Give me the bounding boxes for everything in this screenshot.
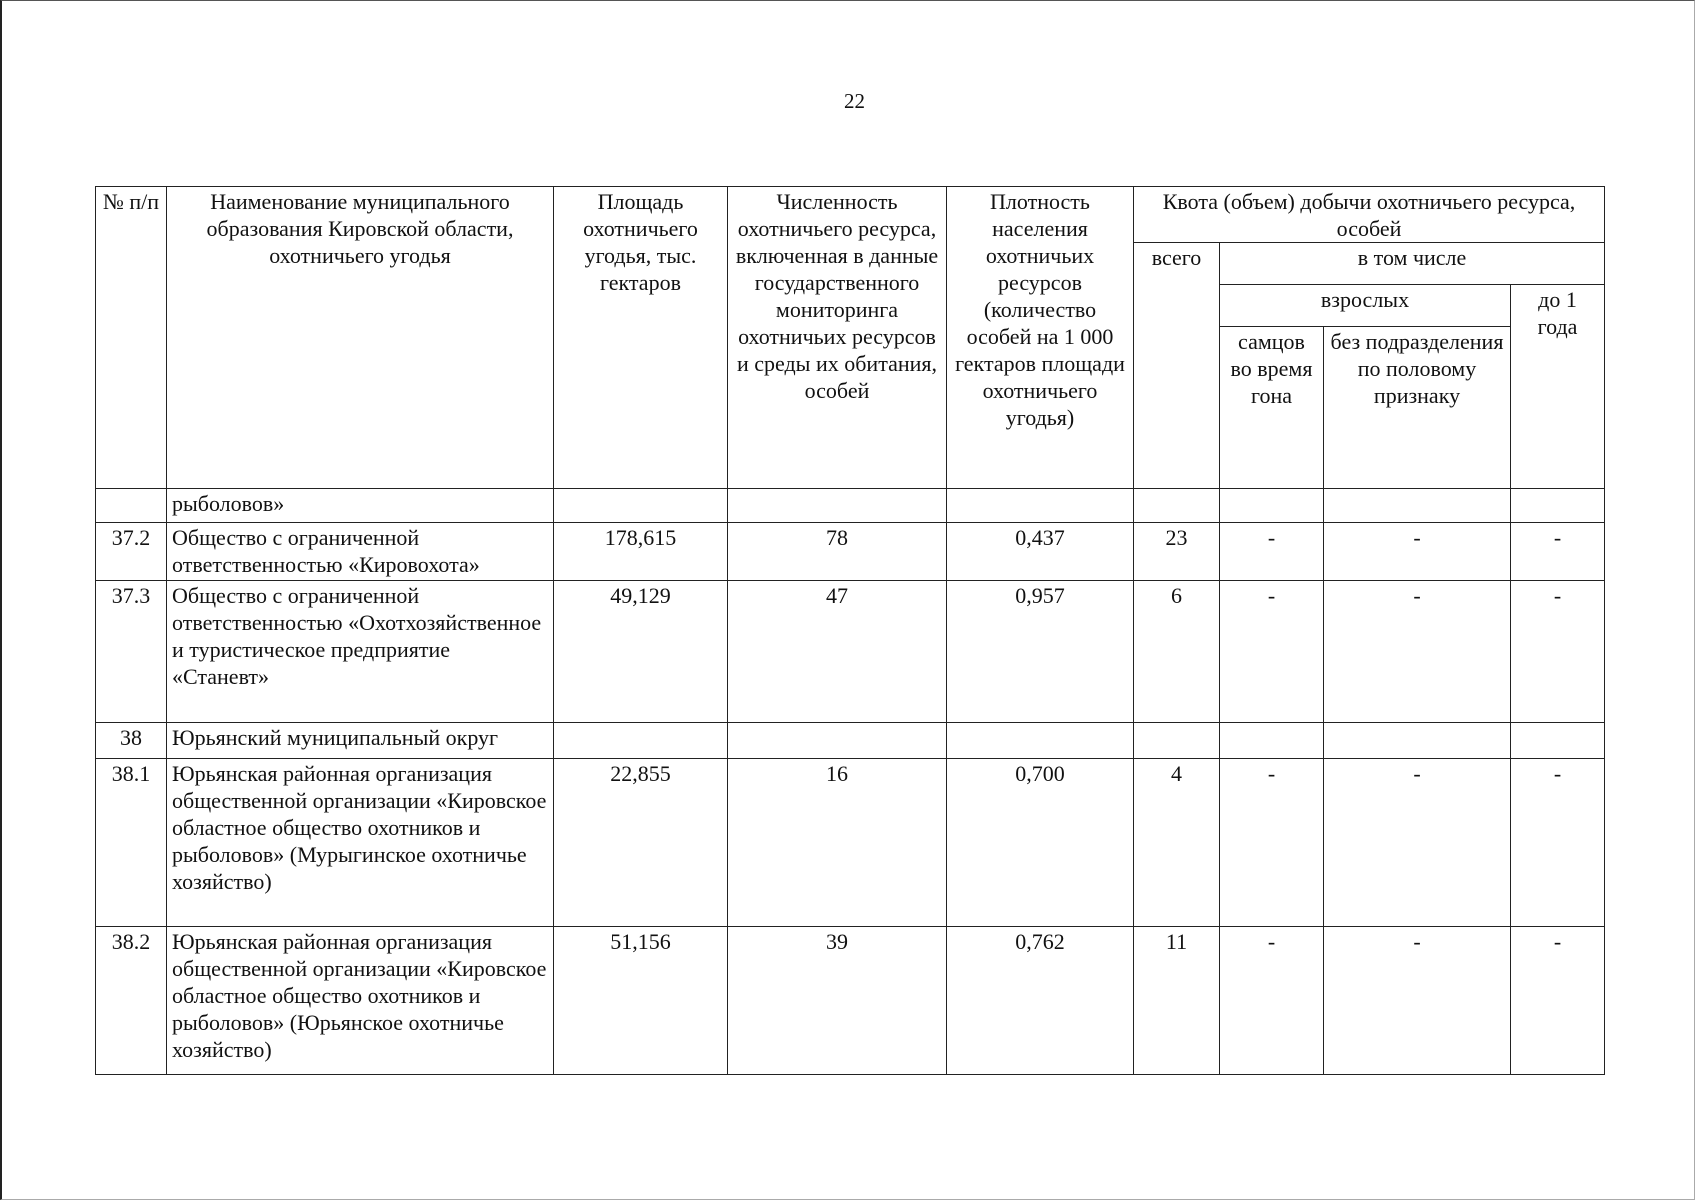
table-row <box>96 523 1605 581</box>
cell-num: 38 <box>96 723 167 759</box>
cell-nosex: - <box>1324 927 1511 1075</box>
header-total: всего <box>1134 243 1220 489</box>
cell-num: 37.3 <box>96 581 167 723</box>
cell-total <box>1134 723 1220 759</box>
cell-area <box>554 489 728 523</box>
cell-population: 16 <box>728 759 947 927</box>
header-area: Площадь охотничьего угодья, тыс. гектаров <box>554 187 728 489</box>
page-number: 22 <box>844 89 865 113</box>
cell-young: - <box>1511 581 1605 723</box>
cell-num: 38.1 <box>96 759 167 927</box>
table-row <box>96 581 1605 723</box>
cell-total: 6 <box>1134 581 1220 723</box>
cell-area: 51,156 <box>554 927 728 1075</box>
cell-population <box>728 489 947 523</box>
cell-young: - <box>1511 927 1605 1075</box>
cell-nosex <box>1324 723 1511 759</box>
header-under-year: до 1 года <box>1511 285 1605 489</box>
cell-males: - <box>1220 759 1324 927</box>
cell-nosex: - <box>1324 759 1511 927</box>
cell-density: 0,700 <box>947 759 1134 927</box>
header-density: Плотность населения охотничьих ресурсов (количество особей на 1 000 гектаров площади охотничьего угодья) <box>947 187 1134 489</box>
cell-num: 38.2 <box>96 927 167 1075</box>
cell-nosex <box>1324 489 1511 523</box>
header-no-sex: без подразделения по половому признаку <box>1324 327 1511 489</box>
cell-density: 0,437 <box>947 523 1134 581</box>
cell-name: Юрьянская районная организация общественной организации «Кировское областное общество охотников и рыболовов» (Юрьянское охотничье хозяйство) <box>167 927 554 1075</box>
cell-population <box>728 723 947 759</box>
header-num: № п/п <box>96 187 167 489</box>
cell-young: - <box>1511 759 1605 927</box>
cell-name: Юрьянская районная организация общественной организации «Кировское областное общество охотников и рыболовов» (Мурыгинское охотничье хозяйство) <box>167 759 554 927</box>
cell-males: - <box>1220 523 1324 581</box>
cell-name: Общество с ограниченной ответственностью «Охотхозяйственное и туристическое предприятие «Станевт» <box>167 581 554 723</box>
header-name: Наименование муниципального образования Кировской области, охотничьего угодья <box>167 187 554 489</box>
table-row <box>96 927 1605 1075</box>
quota-table <box>95 186 1605 1075</box>
header-adults: взрослых <box>1220 285 1511 327</box>
cell-area: 49,129 <box>554 581 728 723</box>
cell-total: 4 <box>1134 759 1220 927</box>
header-including: в том числе <box>1220 243 1605 285</box>
cell-density: 0,957 <box>947 581 1134 723</box>
cell-males: - <box>1220 927 1324 1075</box>
cell-young <box>1511 489 1605 523</box>
cell-num: 37.2 <box>96 523 167 581</box>
cell-males: - <box>1220 581 1324 723</box>
cell-density: 0,762 <box>947 927 1134 1075</box>
cell-name: рыболовов» <box>167 489 554 523</box>
cell-total: 23 <box>1134 523 1220 581</box>
cell-num <box>96 489 167 523</box>
cell-area <box>554 723 728 759</box>
cell-area: 178,615 <box>554 523 728 581</box>
header-population: Численность охотничьего ресурса, включенная в данные государственного мониторинга охотничьих ресурсов и среды их обитания, особей <box>728 187 947 489</box>
cell-area: 22,855 <box>554 759 728 927</box>
cell-population: 78 <box>728 523 947 581</box>
cell-total: 11 <box>1134 927 1220 1075</box>
cell-nosex: - <box>1324 581 1511 723</box>
cell-nosex: - <box>1324 523 1511 581</box>
cell-population: 39 <box>728 927 947 1075</box>
cell-total <box>1134 489 1220 523</box>
cell-name: Юрьянский муниципальный округ <box>167 723 554 759</box>
cell-density <box>947 723 1134 759</box>
cell-population: 47 <box>728 581 947 723</box>
cell-name: Общество с ограниченной ответственностью «Кировохота» <box>167 523 554 581</box>
cell-males <box>1220 489 1324 523</box>
cell-young <box>1511 723 1605 759</box>
header-males-rut: самцов во время гона <box>1220 327 1324 489</box>
cell-density <box>947 489 1134 523</box>
header-quota: Квота (объем) добычи охотничьего ресурса, особей <box>1134 187 1605 243</box>
table-row <box>96 489 1605 523</box>
cell-males <box>1220 723 1324 759</box>
table-row <box>96 723 1605 759</box>
cell-young: - <box>1511 523 1605 581</box>
table-row <box>96 759 1605 927</box>
